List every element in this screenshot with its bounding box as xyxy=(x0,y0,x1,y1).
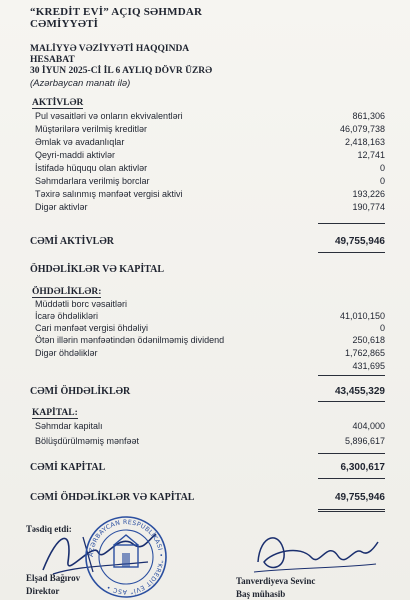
director-name: Elşad Bağırov xyxy=(26,573,81,583)
list-item: Təxirə salınmış mənfəət vergisi aktivi 193,226 xyxy=(35,189,385,199)
list-item: Cari mənfəət vergisi öhdəliyi 0 xyxy=(35,323,385,333)
liabilities-heading: ÖHDƏLİKLƏR: xyxy=(32,287,102,297)
list-item: Bölüşdürülməmiş mənfəət 5,896,617 xyxy=(35,436,385,446)
list-item: İstifadə hüququ olan aktivlər 0 xyxy=(35,163,385,173)
capital-total-row: CƏMİ KAPİTAL 6,300,617 xyxy=(30,462,385,473)
grand-total-row: CƏMİ ÖHDƏLİKLƏR VƏ KAPİTAL 49,755,946 xyxy=(30,492,385,503)
list-item: Ötən illərin mənfəətindən ödənilməmiş dividend 250,618 xyxy=(35,335,385,345)
list-item: Qeyri-maddi aktivlər 12,741 xyxy=(35,150,385,160)
list-item: 431,695 xyxy=(352,361,385,371)
subtotal-rule xyxy=(318,223,385,224)
list-item: Əmlak və avadanlıqlar 2,418,163 xyxy=(35,137,385,147)
assets-total-row: CƏMİ AKTİVLƏR 49,755,946 xyxy=(30,236,385,247)
report-period: 30 İYUN 2025-Cİ İL 6 AYLIQ DÖVR ÜZRƏ xyxy=(30,66,213,76)
accountant-name: Tanverdiyeva Sevinc xyxy=(236,576,316,586)
company-name-line2: CƏMİYYƏTİ xyxy=(30,18,99,30)
report-title-2: HESABAT xyxy=(30,55,75,65)
director-title: Direktor xyxy=(26,586,60,596)
stamp-text: AZƏRBAYCAN RESPUBLİKASI • “KREDİT EVİ” ASC • xyxy=(87,518,165,596)
list-item: Səhmdar kapitalı 404,000 xyxy=(35,421,385,431)
list-item: İcarə öhdəlikləri 41,010,150 xyxy=(35,311,385,321)
total-rule xyxy=(318,478,385,479)
subtotal-rule xyxy=(318,453,385,454)
total-rule xyxy=(318,401,385,402)
report-currency: (Azərbaycan manatı ilə) xyxy=(30,78,131,89)
accountant-signature xyxy=(250,522,380,580)
list-item: Müştərilərə verilmiş kreditlər 46,079,738 xyxy=(35,124,385,134)
approved-label: Təsdiq etdi: xyxy=(26,524,72,534)
list-item: Digər aktivlər 190,774 xyxy=(35,202,385,212)
list-item: Müddətli borc vəsaitləri xyxy=(35,299,128,309)
grand-total-rule xyxy=(318,511,385,512)
company-name-line1: “KREDİT EVİ” AÇIQ SƏHMDAR xyxy=(30,6,203,18)
accountant-title: Baş mühasib xyxy=(236,589,286,599)
total-rule xyxy=(318,252,385,253)
capital-heading: KAPİTAL: xyxy=(32,408,78,418)
company-stamp xyxy=(84,515,168,599)
subtotal-rule xyxy=(318,375,385,376)
assets-heading: AKTİVLƏR xyxy=(32,98,84,108)
report-title-1: MALİYYƏ VƏZİYYƏTİ HAQQINDA xyxy=(30,44,190,54)
grand-total-rule xyxy=(318,509,385,510)
list-item: Səhmdarlara verilmiş borclar 0 xyxy=(35,176,385,186)
list-item: Digər öhdəliklər 1,762,865 xyxy=(35,348,385,358)
liabilities-equity-heading: ÖHDƏLİKLƏR VƏ KAPİTAL xyxy=(30,264,165,275)
liabilities-total-row: CƏMİ ÖHDƏLİKLƏR 43,455,329 xyxy=(30,386,385,397)
list-item: Pul vəsaitləri və onların ekvivalentləri 861,306 xyxy=(35,111,385,121)
